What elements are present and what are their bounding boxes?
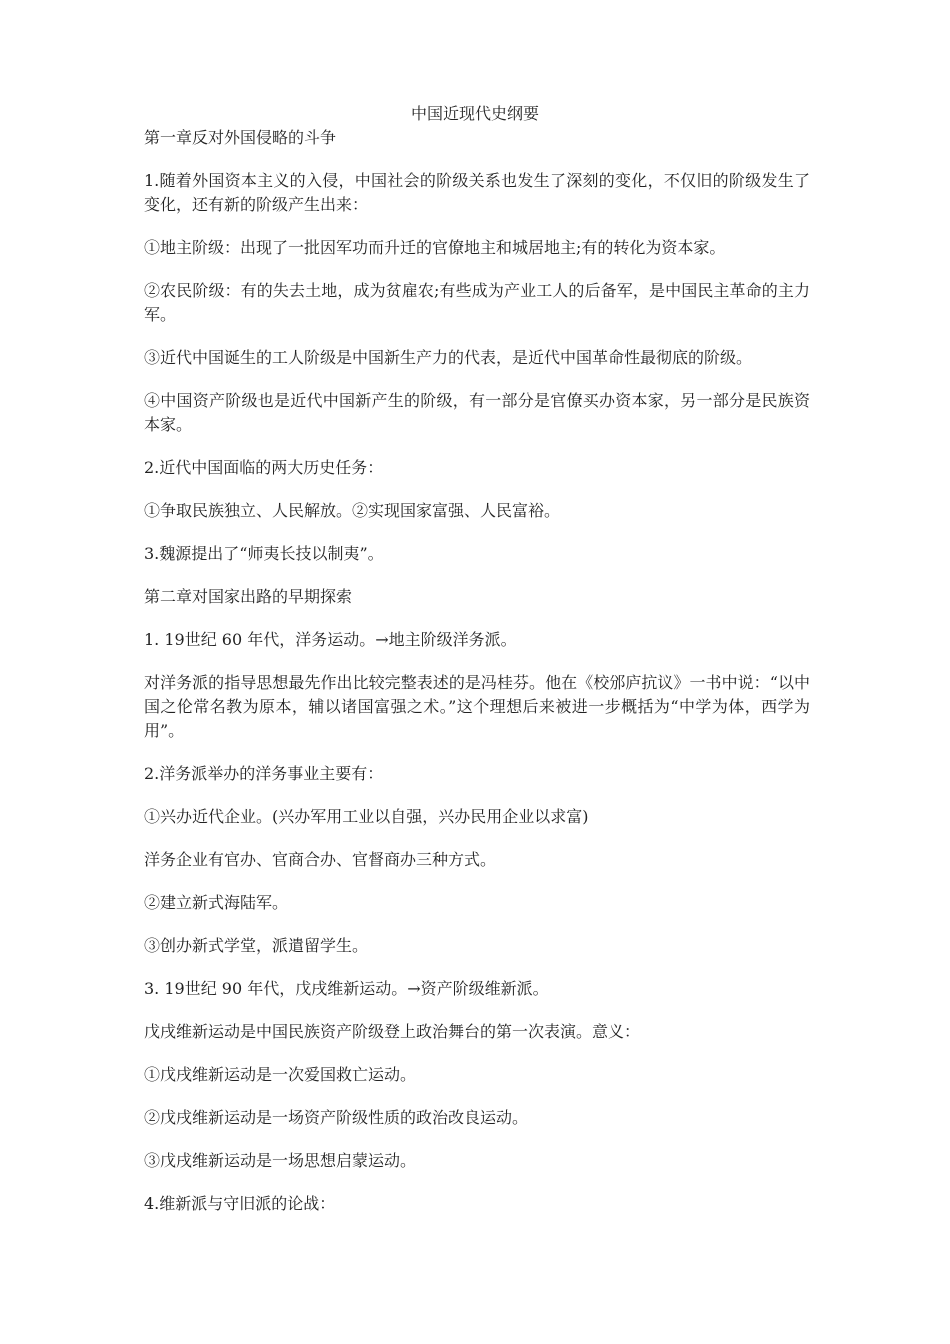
paragraph: 3. 19世纪 90 年代，戊戌维新运动。→资产阶级维新派。 [144,979,549,998]
paragraph: 3.魏源提出了“师夷长技以制夷”。 [144,544,384,563]
paragraph: 对洋务派的指导思想最先作出比较完整表述的是冯桂芬。他在《校邠庐抗议》一书中说：“以中国之伦常名教为原本，辅以诸国富强之术。”这个理想后来被进一步概括为“中学为体，西学为用”。 [144,673,810,740]
paragraph: ③近代中国诞生的工人阶级是中国新生产力的代表，是近代中国革命性最彻底的阶级。 [144,348,753,367]
paragraph: ④中国资产阶级也是近代中国新产生的阶级，有一部分是官僚买办资本家，另一部分是民族资本家。 [144,391,810,434]
paragraph: ①争取民族独立、人民解放。②实现国家富强、人民富裕。 [144,501,561,520]
paragraph: 洋务企业有官办、官商合办、官督商办三种方式。 [144,850,497,869]
paragraph: ②建立新式海陆军。 [144,893,289,912]
chapter-1-heading: 第一章反对外国侵略的斗争 [144,128,337,147]
paragraph: ②戊戌维新运动是一场资产阶级性质的政治改良运动。 [144,1108,529,1127]
paragraph: 2.近代中国面临的两大历史任务： [144,458,384,477]
document-title: 中国近现代史纲要 [410,104,539,123]
paragraph: ②农民阶级：有的失去土地，成为贫雇农;有些成为产业工人的后备军，是中国民主革命的主力军。 [144,281,810,324]
paragraph: ①地主阶级：出现了一批因军功而升迁的官僚地主和城居地主;有的转化为资本家。 [144,238,726,257]
paragraph: ①兴办近代企业。(兴办军用工业以自强，兴办民用企业以求富) [144,807,589,826]
paragraph: 4.维新派与守旧派的论战： [144,1194,336,1213]
paragraph: 2.洋务派举办的洋务事业主要有： [144,764,384,783]
document-body [144,126,810,1216]
paragraph: ③创办新式学堂，派遣留学生。 [144,936,369,955]
paragraph: 1. 19世纪 60 年代，洋务运动。→地主阶级洋务派。 [144,630,517,649]
paragraph: 戊戌维新运动是中国民族资产阶级登上政治舞台的第一次表演。意义： [144,1022,641,1041]
chapter-2-heading: 第二章对国家出路的早期探索 [144,587,353,606]
paragraph: 1.随着外国资本主义的入侵，中国社会的阶级关系也发生了深刻的变化，不仅旧的阶级发生了变化，还有新的阶级产生出来： [144,171,810,214]
paragraph: ③戊戌维新运动是一场思想启蒙运动。 [144,1151,417,1170]
paragraph: ①戊戌维新运动是一次爱国救亡运动。 [144,1065,417,1084]
